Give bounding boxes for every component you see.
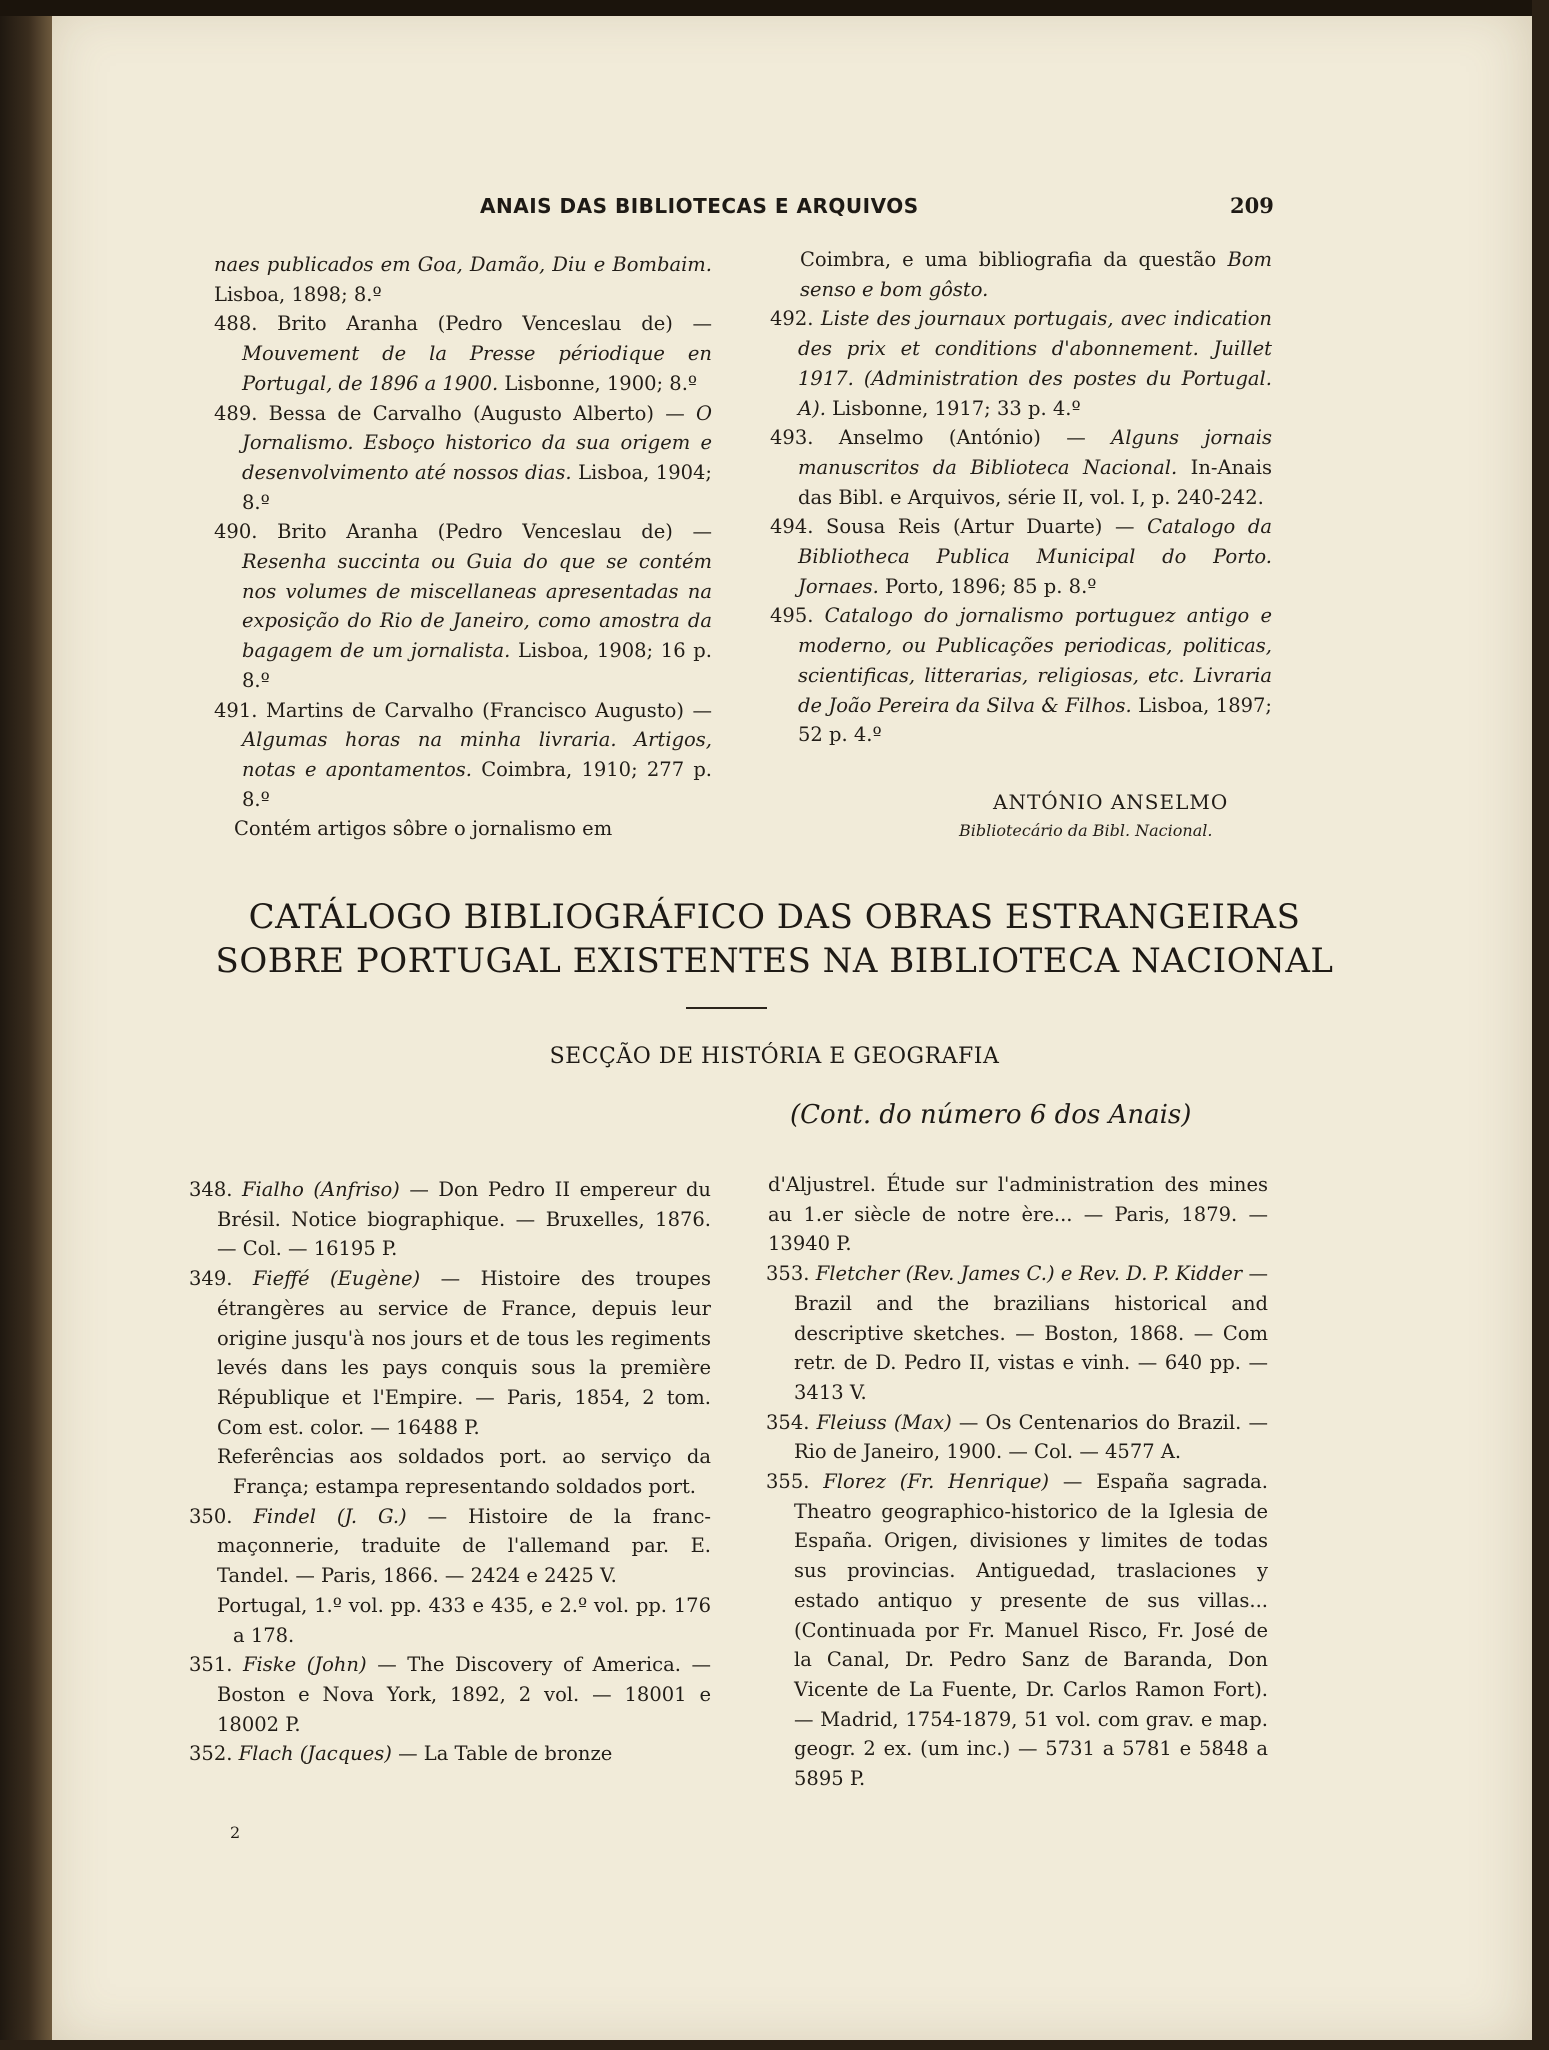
entry-cont-right: Coimbra, e uma bibliografia da questão Bom senso e bom gôsto.	[800, 248, 1272, 301]
entry-355: 355. Florez (Fr. Henrique) — España sagrada. Theatro geographico-historico de la Iglesia de España. Origen, divisiones y limites de todas sus provincias. Antiguedad, traslaciones y estado antiquo y presente de sus villas... (Continuada por Fr. Manuel Risco, Fr. José de la Canal, Dr. Pedro Sanz de Baranda, Don Vicente de La Fuente, Dr. Carlos Ramon Fort). — Madrid, 1754-1879, 51 vol. com grav. e map. geogr. 2 ex. (um inc.) — 5731 a 5781 e 5848 a 5895 P.	[766, 1470, 1268, 1791]
entry-351: 351. Fiske (John) — The Discovery of America. — Boston e Nova York, 1892, 2 vol. — 18001 e 18002 P.	[189, 1653, 711, 1736]
entry-490: 490. Brito Aranha (Pedro Venceslau de) — Resenha succinta ou Guia do que se contém nos volumes de miscellaneas apresentadas na exposição do Rio de Janeiro, como amostra da bagagem de um jornalista. Lisboa, 1908; 16 p. 8.º	[214, 520, 713, 692]
entry-353: 353. Fletcher (Rev. James C.) e Rev. D. P. Kidder — Brazil and the brazilians historical and descriptive sketches. — Boston, 1868. — Com retr. de D. Pedro II, vistas e vinh. — 640 pp. — 3413 V.	[766, 1262, 1268, 1404]
entry-488: 488. Brito Aranha (Pedro Venceslau de) — Mouvement de la Presse périodique en Portugal, de 1896 a 1900. Lisbonne, 1900; 8.º	[214, 312, 713, 395]
entry-491: 491. Martins de Carvalho (Francisco Augusto) — Algumas horas na minha livraria. Artigos, notas e apontamentos. Coimbra, 1910; 277 p. 8.º	[214, 698, 712, 811]
top-right-column	[770, 245, 1272, 750]
page-number: 209	[1230, 193, 1274, 218]
entry-349: 349. Fieffé (Eugène) — Histoire des troupes étrangères au service de France, depuis leur origine jusqu'à nos jours et de tous les regiments levés dans les pays conquis sous la première République et l'Empire. — Paris, 1854, 2 tom. Com est. color. — 16488 P.	[189, 1267, 711, 1439]
entry-348: 348. Fialho (Anfriso) — Don Pedro II empereur du Brésil. Notice biographique. — Bruxelles, 1876. — Col. — 16195 P.	[189, 1178, 711, 1261]
main-title-line2: SOBRE PORTUGAL EXISTENTES NA BIBLIOTECA NACIONAL	[215, 941, 1334, 981]
signature-mark: 2	[230, 1823, 241, 1842]
section-title: SECÇÃO DE HISTÓRIA E GEOGRAFIA	[549, 1044, 1000, 1069]
book-gutter	[0, 0, 52, 2050]
entry-note: Contém artigos sôbre o jornalismo em	[234, 817, 613, 841]
entry-495: 495. Catalogo do jornalismo portuguez antigo e moderno, ou Publicações periodicas, politicas, scientificas, litterarias, religiosas, etc. Livraria de João Pereira da Silva & Filhos. Lisboa, 1897; 52 p. 4.º	[770, 604, 1272, 747]
entry-494: 494. Sousa Reis (Artur Duarte) — Catalogo da Bibliotheca Publica Municipal do Porto. Jornaes. Porto, 1896; 85 p. 8.º	[770, 515, 1273, 598]
bottom-left-column	[189, 1175, 711, 1769]
continuation-note: (Cont. do número 6 dos Anais)	[790, 1100, 1192, 1130]
entry-489: 489. Bessa de Carvalho (Augusto Alberto) — O Jornalismo. Esboço historico da sua origem e desenvolvimento até nossos dias. Lisboa, 1904; 8.º	[214, 401, 712, 514]
bottom-right-column	[766, 1170, 1268, 1794]
entry-352: 352. Flach (Jacques) — La Table de bronze	[189, 1742, 613, 1766]
bottom-edge	[0, 2040, 1549, 2050]
right-edge	[1532, 0, 1549, 2050]
top-left-column	[214, 250, 712, 844]
main-title-line1: CATÁLOGO BIBLIOGRÁFICO DAS OBRAS ESTRANGEIRAS	[248, 897, 1301, 937]
entry-492: 492. Liste des journaux portugais, avec indication des prix et conditions d'abonnement. Juillet 1917. (Administration des postes du Portugal. A). Lisbonne, 1917; 33 p. 4.º	[770, 307, 1272, 420]
entry-350: 350. Findel (J. G.) — Histoire de la franc-maçonnerie, traduite de l'allemand par. E. Tandel. — Paris, 1866. — 2424 e 2425 V.	[189, 1504, 711, 1588]
entry-cont-352: d'Aljustrel. Étude sur l'administration des mines au 1.er siècle de notre ère... — Paris, 1879. — 13940 P.	[768, 1173, 1268, 1256]
note-350: Portugal, 1.º vol. pp. 433 e 435, e 2.º vol. pp. 176 a 178.	[217, 1593, 711, 1647]
entry-354: 354. Fleiuss (Max) — Os Centenarios do Brazil. — Rio de Janeiro, 1900. — Col. — 4577 A.	[766, 1410, 1269, 1464]
title-rule	[686, 1007, 767, 1009]
signature-role: Bibliotecário da Bibl. Nacional.	[959, 821, 1213, 840]
signature-name: ANTÓNIO ANSELMO	[993, 790, 1229, 814]
top-edge	[0, 0, 1549, 16]
entry-cont: naes publicados em Goa, Damão, Diu e Bombaim. Lisboa, 1898; 8.º	[214, 253, 712, 306]
note-349: Referências aos soldados port. ao serviço da França; estampa representando soldados port.	[217, 1445, 711, 1499]
running-title: ANAIS DAS BIBLIOTECAS E ARQUIVOS	[480, 194, 919, 218]
entry-493: 493. Anselmo (António) — Alguns jornais manuscritos da Biblioteca Nacional. In-Anais das Bibl. e Arquivos, série II, vol. I, p. 240-242.	[770, 426, 1272, 509]
